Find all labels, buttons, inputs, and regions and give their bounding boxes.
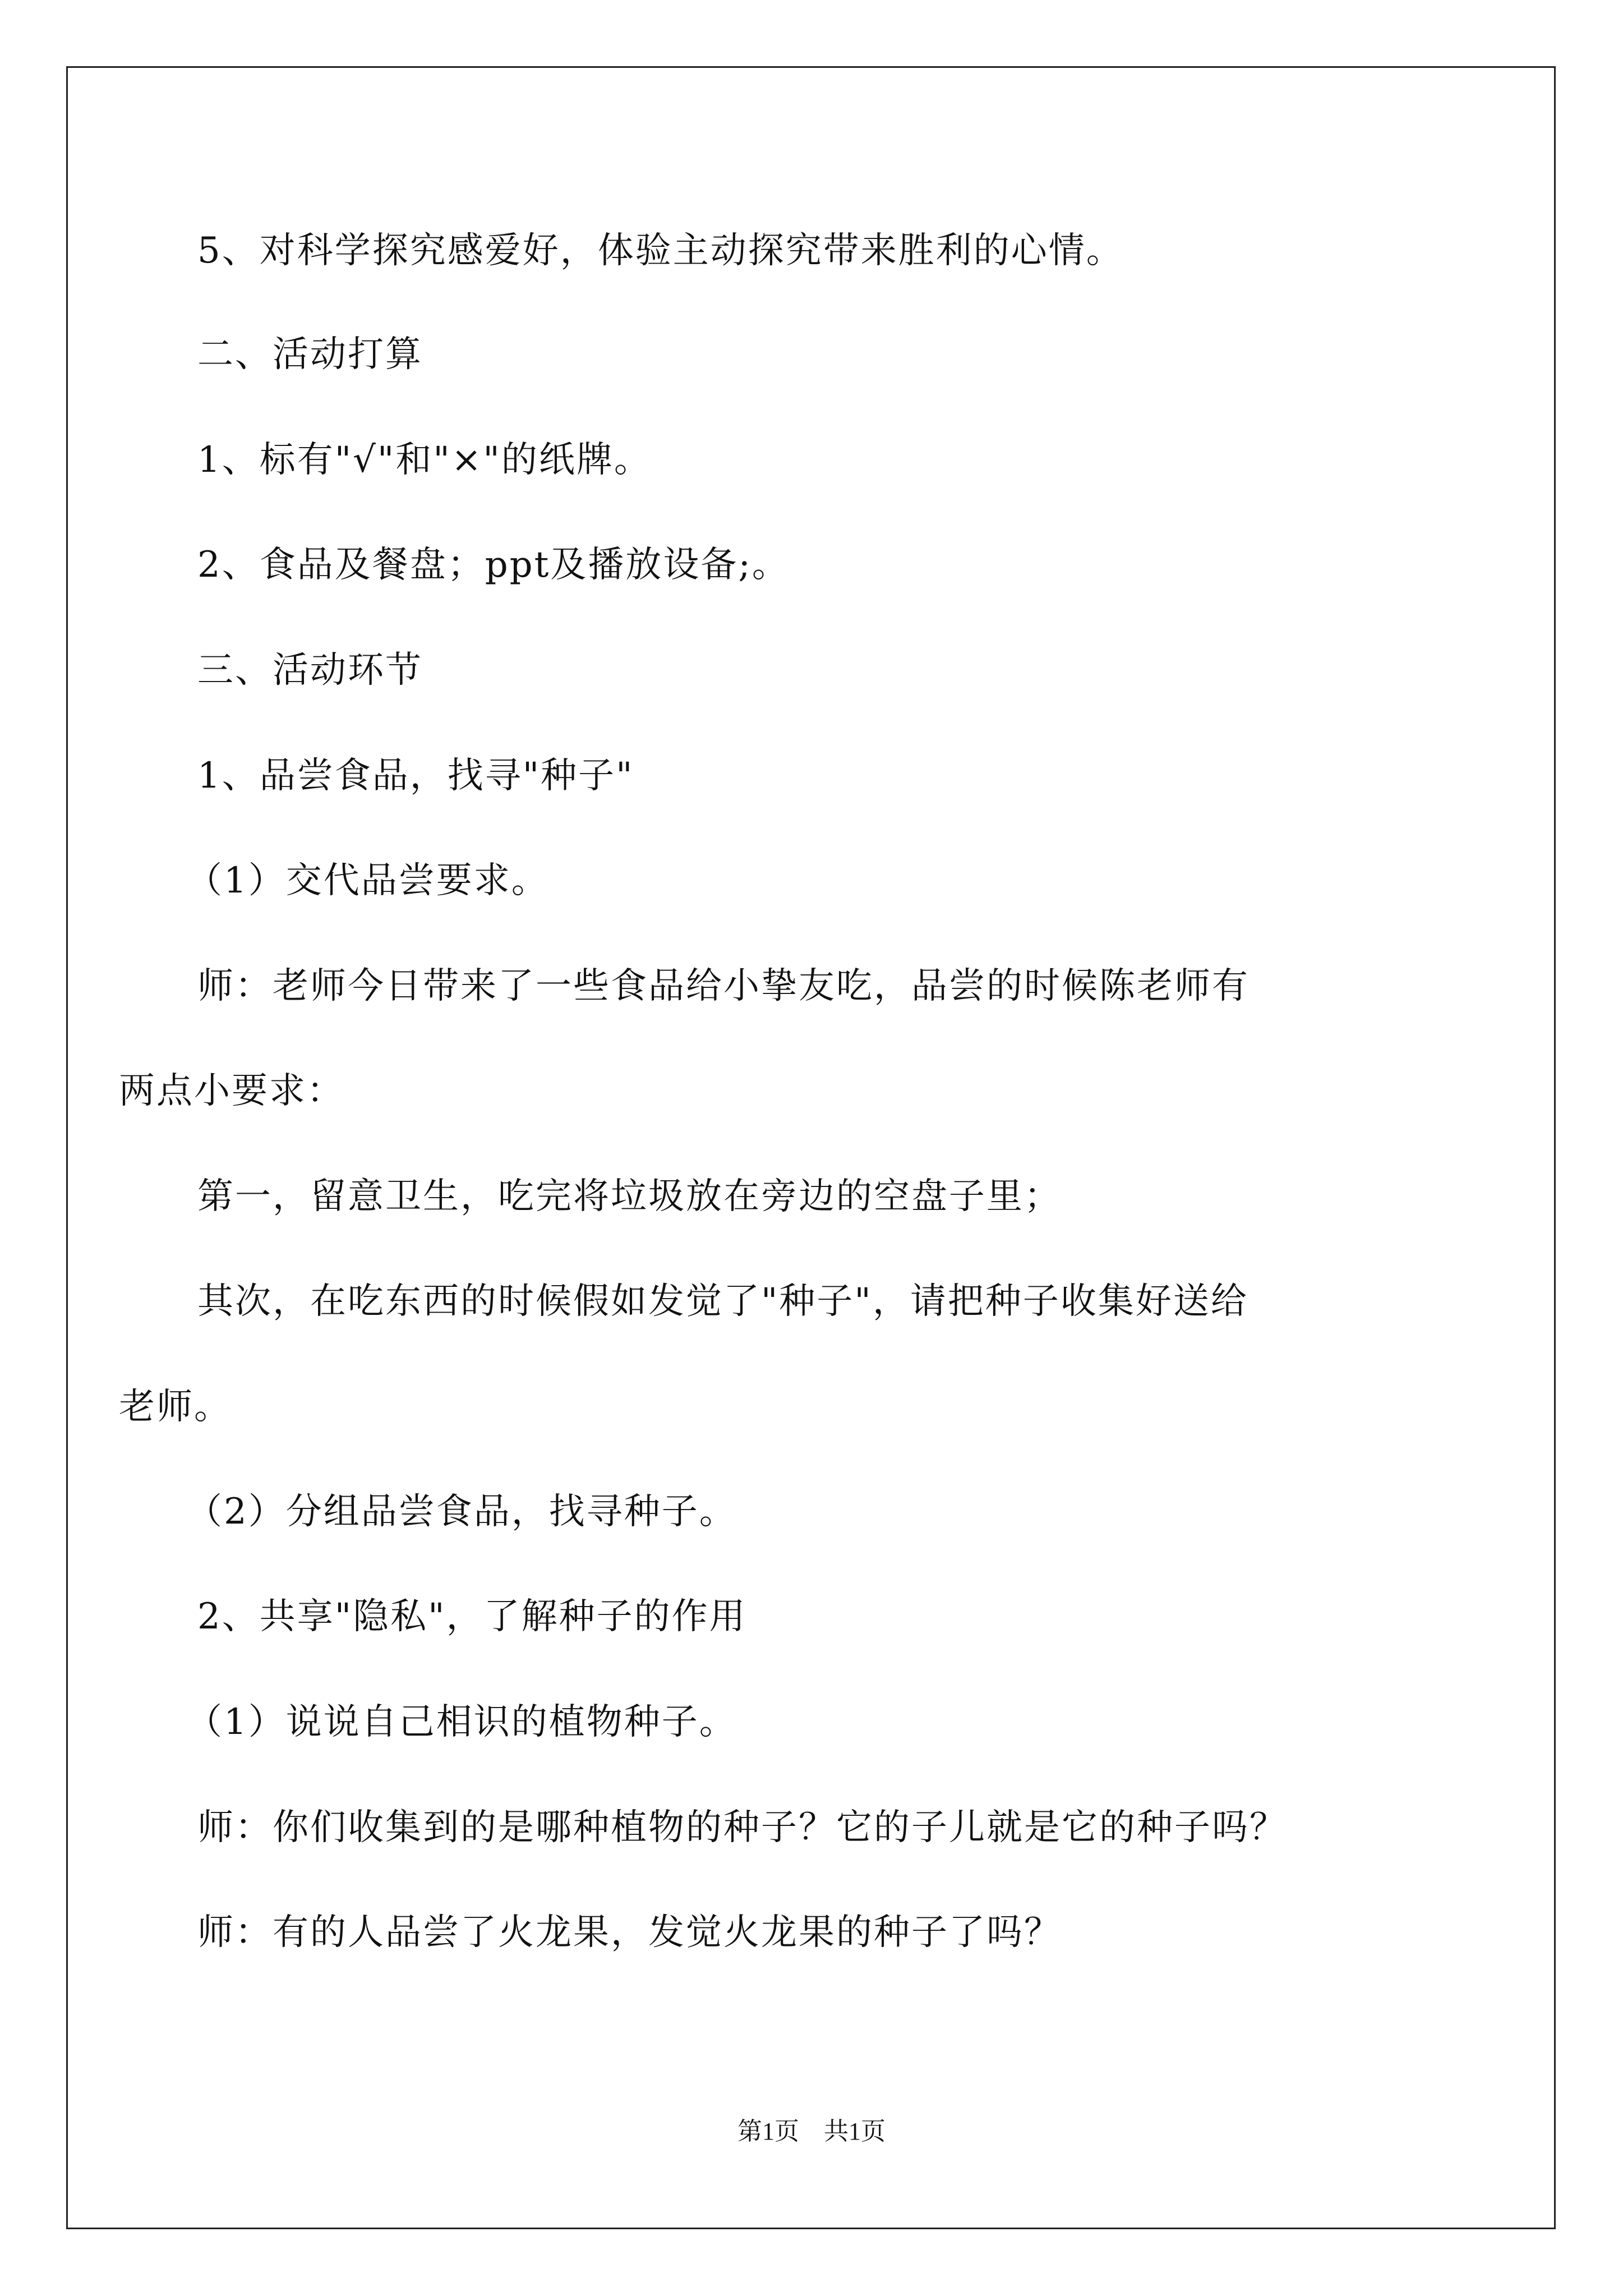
section-heading-activity: 三、活动环节 [197, 650, 423, 691]
body-line-3: 1、标有"√"和"×"的纸牌。 [197, 439, 652, 481]
body-line-15: （1）说说自己相识的植物种子。 [186, 1701, 737, 1743]
body-line-9: 两点小要求： [119, 1070, 344, 1112]
body-line-7: （1）交代品尝要求。 [186, 860, 549, 901]
page-number-footer: 第1页 共1页 [737, 2118, 886, 2145]
body-line-8: 师：老师今日带来了一些食品给小挚友吃，品尝的时候陈老师有 [197, 965, 1249, 1007]
page-border [66, 66, 1556, 2229]
subheading-sharing: 2、共享"隐私"，了解种子的作用 [197, 1596, 747, 1637]
body-line-11: 其次，在吃东西的时候假如发觉了"种子"，请把种子收集好送给 [197, 1281, 1248, 1322]
body-line-12: 老师。 [119, 1386, 232, 1428]
body-line-10: 第一，留意卫生，吃完将垃圾放在旁边的空盘子里； [197, 1176, 1062, 1217]
body-line-4: 2、食品及餐盘；ppt及播放设备;。 [197, 544, 790, 586]
body-line-1: 5、对科学探究感爱好，体验主动探究带来胜利的心情。 [197, 230, 1124, 272]
body-line-17: 师：有的人品尝了火龙果，发觉火龙果的种子了吗？ [197, 1912, 1062, 1953]
subheading-tasting: 1、品尝食品，找寻"种子" [197, 755, 634, 797]
section-heading-preparation: 二、活动打算 [197, 334, 423, 375]
body-line-16: 师：你们收集到的是哪种植物的种子？它的子儿就是它的种子吗？ [197, 1807, 1287, 1848]
body-line-13: （2）分组品尝食品，找寻种子。 [186, 1491, 737, 1533]
